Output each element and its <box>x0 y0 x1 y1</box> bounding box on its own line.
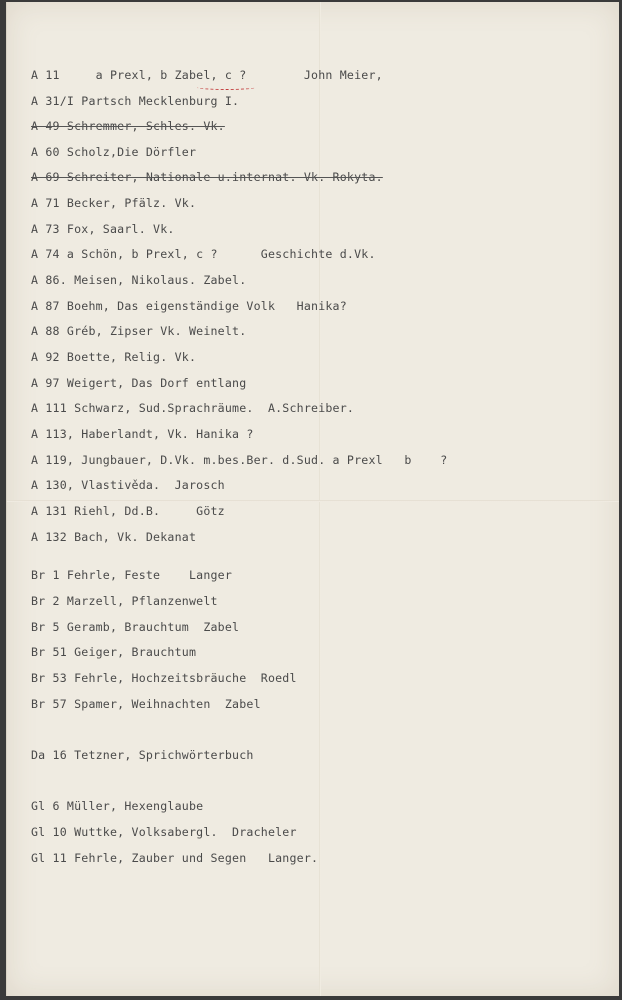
entry-line: Br 51 Geiger, Brauchtum <box>31 645 197 659</box>
entry-line: A 73 Fox, Saarl. Vk. <box>31 222 175 236</box>
document-page <box>6 2 619 996</box>
entry-line-struck: A 49 Schremmer, Schles. Vk. <box>31 119 225 133</box>
entry-line: Br 57 Spamer, Weihnachten Zabel <box>31 697 261 711</box>
entry-line: Gl 11 Fehrle, Zauber und Segen Langer. <box>31 851 319 865</box>
entry-line-struck: A 69 Schreiter, Nationale u.internat. Vk. Rokyta. <box>31 170 383 184</box>
entry-line: A 97 Weigert, Das Dorf entlang <box>31 376 247 390</box>
entry-line: Gl 10 Wuttke, Volksabergl. Dracheler <box>31 825 297 839</box>
entry-line: A 11 a Prexl, b Zabel, c ? John Meier, <box>31 68 383 82</box>
entry-line: Da 16 Tetzner, Sprichwörterbuch <box>31 748 254 762</box>
entry-line: A 86. Meisen, Nikolaus. Zabel. <box>31 273 247 287</box>
entry-line: A 113, Haberlandt, Vk. Hanika ? <box>31 427 254 441</box>
entry-line: Br 5 Geramb, Brauchtum Zabel <box>31 620 240 634</box>
red-underline-mark <box>197 85 255 90</box>
entry-line: A 131 Riehl, Dd.B. Götz <box>31 504 225 518</box>
entry-line: A 119, Jungbauer, D.Vk. m.bes.Ber. d.Sud. a Prexl b ? <box>31 453 448 467</box>
entry-line: A 132 Bach, Vk. Dekanat <box>31 530 197 544</box>
entry-line: A 71 Becker, Pfälz. Vk. <box>31 196 197 210</box>
fold-crease-vertical <box>319 2 321 996</box>
entry-line: A 74 a Schön, b Prexl, c ? Geschichte d.Vk. <box>31 247 376 261</box>
entry-line: Gl 6 Müller, Hexenglaube <box>31 799 204 813</box>
entry-line: A 60 Scholz,Die Dörfler <box>31 145 197 159</box>
entry-line: A 88 Gréb, Zipser Vk. Weinelt. <box>31 324 247 338</box>
entry-line: Br 2 Marzell, Pflanzenwelt <box>31 594 218 608</box>
entry-line: A 92 Boette, Relig. Vk. <box>31 350 197 364</box>
entry-line: Br 53 Fehrle, Hochzeitsbräuche Roedl <box>31 671 297 685</box>
fold-crease-horizontal <box>7 500 619 502</box>
entry-line: Br 1 Fehrle, Feste Langer <box>31 568 233 582</box>
entry-line: A 111 Schwarz, Sud.Sprachräume. A.Schreiber. <box>31 401 355 415</box>
entry-line: A 87 Boehm, Das eigenständige Volk Hanika? <box>31 299 347 313</box>
entry-line: A 130, Vlastivěda. Jarosch <box>31 478 225 492</box>
entry-line: A 31/I Partsch Mecklenburg I. <box>31 94 240 108</box>
